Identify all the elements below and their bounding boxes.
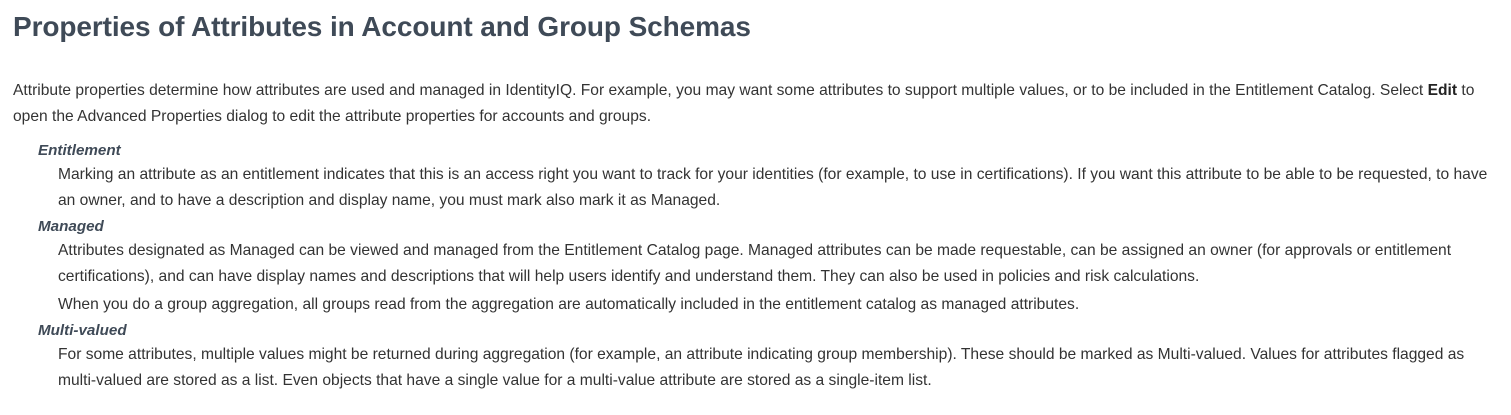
term-entitlement: Entitlement	[38, 142, 121, 159]
attribute-properties-list	[13, 140, 1501, 394]
intro-text-end: to open the Advanced Properties dialog to edit the attribute properties for accounts and groups.	[13, 82, 1475, 125]
definition-multi-valued	[58, 342, 1501, 394]
definition-managed	[58, 238, 1501, 318]
definition-entitlement	[58, 162, 1501, 214]
definition-paragraph: When you do a group aggregation, all groups read from the aggregation are automatically included in the entitlement catalog as managed attributes.	[58, 296, 1080, 313]
edit-keyword: Edit	[1427, 82, 1458, 99]
intro-text-start: Attribute properties determine how attributes are used and managed in IdentityIQ. For example, you may want some attributes to support multiple values, or to be included in the Entitlement Catalog. Select	[13, 82, 1428, 99]
term-multi-valued: Multi-valued	[38, 322, 127, 339]
definition-paragraph: Marking an attribute as an entitlement indicates that this is an access right you want to track for your identities (for example, to use in certifications). If you want this attribute to be able to be requested, to have an owner, and to have a description and display name, you must mark also mark it as Managed.	[58, 166, 1488, 209]
intro-paragraph	[13, 78, 1501, 130]
term-managed: Managed	[38, 218, 104, 235]
page-title: Properties of Attributes in Account and Group Schemas	[13, 11, 751, 42]
definition-paragraph: Attributes designated as Managed can be viewed and managed from the Entitlement Catalog page. Managed attributes can be made requestable, can be assigned an owner (for approvals or entitlement certifications), and can have display names and descriptions that will help users identify and understand them. They can also be used in policies and risk calculations.	[58, 242, 1452, 285]
definition-paragraph: For some attributes, multiple values might be returned during aggregation (for example, an attribute indicating group membership). These should be marked as Multi-valued. Values for attributes flagged as multi-valued are stored as a list. Even objects that have a single value for a multi-value attribute are stored as a single-item list.	[58, 346, 1465, 389]
